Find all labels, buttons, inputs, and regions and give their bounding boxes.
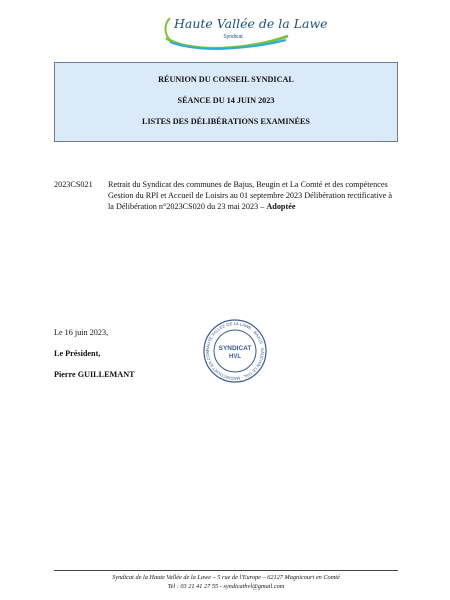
- header-list-title: LISTES DES DÉLIBÉRATIONS EXAMINÉES: [142, 117, 310, 126]
- page-footer: [54, 570, 398, 597]
- footer-contact: Tel : 03 21 41 27 55 - syndicathvl@gmail.com: [167, 583, 285, 590]
- deliberation-status: Adoptée: [266, 202, 296, 211]
- signatory-name: Pierre GUILLEMANT: [54, 370, 135, 379]
- deliberation-description: Retrait du Syndicat des communes de Bajus, Beugin et La Comté et des compétences Gestion du RPI et Accueil de Loisirs au 01 septembre 2023 Délibération rectificative à la Délibération n°2023CS020 du 23 mai 2023 –: [108, 180, 392, 211]
- footer-line1: [54, 573, 398, 582]
- stamp-center-line1: SYNDICAT: [218, 345, 252, 352]
- footer-town: 62127 Magnicourt en Comté: [267, 574, 340, 581]
- official-stamp-icon: [202, 318, 268, 384]
- header-title: RÉUNION DU CONSEIL SYNDICAL: [158, 75, 294, 84]
- signature-date: Le 16 juin 2023,: [54, 328, 109, 337]
- deliberation-text: [108, 179, 398, 212]
- stamp-ring-text: HAUTE VALLÉE DE LA LAWE · BAJUS · GAUCHIN LE GAL · MAGNICOURT EN COM: [204, 320, 266, 382]
- signatory-role: Le Président,: [54, 349, 101, 358]
- stamp-center-line2: HVL: [229, 354, 241, 360]
- deliberation-number: 2023CS021: [54, 180, 93, 189]
- logo-subtitle: Syndicat: [223, 34, 243, 40]
- logo-title: Haute Vallée de la Lawe: [174, 16, 328, 31]
- meeting-header: [54, 62, 398, 142]
- header-session: SÉANCE DU 14 JUIN 2023: [177, 96, 275, 105]
- footer-address: – 5 rue de l'Europe –: [211, 574, 268, 581]
- logo: [160, 14, 328, 50]
- footer-org: Syndicat de la Haute Vallée de la Lawe: [112, 574, 211, 581]
